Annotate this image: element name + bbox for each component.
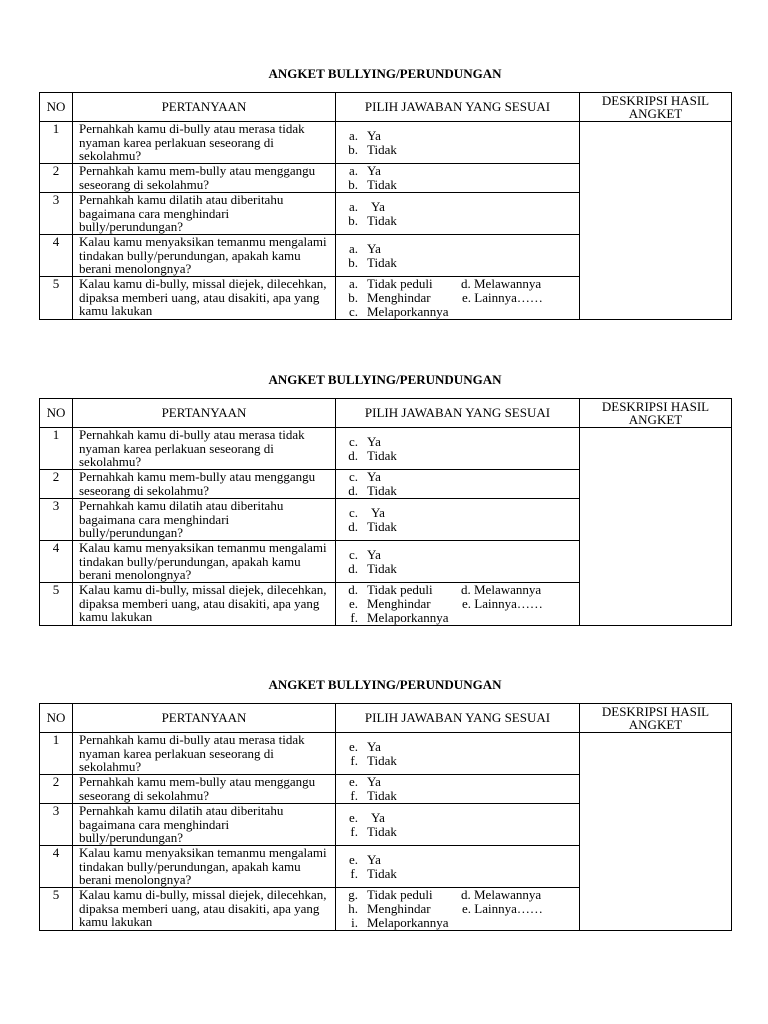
answer-option[interactable] <box>336 242 579 256</box>
option-letter: i. <box>351 915 358 930</box>
option-text: Melaporkannya <box>367 610 449 625</box>
question-number: 2 <box>40 775 73 804</box>
question-text: Pernahkah kamu di-bully atau merasa tidak nyaman karea perlakuan seseorang di sekolahmu? <box>73 733 336 775</box>
option-letter: e. <box>348 596 358 611</box>
option-letter: a. <box>348 163 358 178</box>
survey-table <box>39 703 732 931</box>
option-text: Tidak <box>367 788 397 803</box>
answer-option[interactable] <box>336 611 579 625</box>
answer-option[interactable] <box>336 291 579 305</box>
answer-option[interactable] <box>336 583 579 597</box>
question-number: 1 <box>40 733 73 775</box>
survey-title: ANGKET BULLYING/PERUNDUNGAN <box>268 372 502 387</box>
option-letter: c. <box>348 504 358 520</box>
option-letter: a. <box>348 240 358 256</box>
header-question: PERTANYAAN <box>73 399 336 428</box>
option-letter: b. <box>348 141 358 157</box>
option-text-right: d. Melawannya <box>461 887 542 902</box>
question-number: 5 <box>40 888 73 931</box>
option-text: Melaporkannya <box>367 915 449 930</box>
question-row <box>40 122 732 164</box>
option-letter: c. <box>348 469 358 484</box>
option-letter: b. <box>348 290 358 305</box>
answer-options[interactable] <box>336 277 580 320</box>
question-text: Pernahkah kamu mem-bully atau menggangu seseorang di sekolahmu? <box>73 775 336 804</box>
option-letter: b. <box>348 177 358 192</box>
question-text: Pernahkah kamu di-bully atau merasa tidak nyaman karea perlakuan seseorang di sekolahmu? <box>73 122 336 164</box>
question-number: 1 <box>40 122 73 164</box>
answer-options[interactable] <box>336 193 580 235</box>
option-letter: a. <box>348 198 358 214</box>
option-letter: e. <box>348 851 358 867</box>
question-number: 2 <box>40 164 73 193</box>
survey-title: ANGKET BULLYING/PERUNDUNGAN <box>268 677 502 692</box>
option-letter: h. <box>348 901 358 916</box>
question-row <box>40 733 732 775</box>
question-row <box>40 428 732 470</box>
option-letter: e. <box>348 774 358 789</box>
question-text: Kalau kamu menyaksikan temanmu mengalami tindakan bully/perundungan, apakah kamu berani menolongnya? <box>73 235 336 277</box>
survey-section-2 <box>39 372 731 625</box>
header-answer: PILIH JAWABAN YANG SESUAI <box>336 704 580 733</box>
option-letter: g. <box>348 887 358 902</box>
answer-options[interactable] <box>336 235 580 277</box>
option-text: Ya <box>371 504 385 520</box>
question-number: 3 <box>40 499 73 541</box>
option-text-right: e. Lainnya…… <box>462 596 543 611</box>
option-letter: c. <box>348 546 358 562</box>
option-letter: d. <box>348 518 358 534</box>
option-text: Ya <box>367 738 381 754</box>
survey-section-1 <box>39 66 731 319</box>
question-number: 4 <box>40 846 73 888</box>
question-text: Kalau kamu di-bully, missal diejek, dilecehkan, dipaksa memberi uang, atau disakiti, apa yang kamu lakukan <box>73 583 336 626</box>
answer-option[interactable] <box>336 916 579 930</box>
answer-option[interactable] <box>336 867 579 881</box>
option-text: Ya <box>367 774 381 789</box>
description-cell[interactable] <box>580 733 732 931</box>
option-text: Tidak peduli <box>367 276 433 291</box>
header-row <box>40 399 732 428</box>
answer-option[interactable] <box>336 305 579 319</box>
question-number: 5 <box>40 583 73 626</box>
answer-option[interactable] <box>336 888 579 902</box>
answer-option[interactable] <box>336 484 579 498</box>
question-number: 3 <box>40 804 73 846</box>
option-text: Ya <box>367 546 381 562</box>
option-letter: a. <box>348 276 358 291</box>
option-text: Tidak <box>367 865 397 881</box>
option-letter: b. <box>348 254 358 270</box>
answer-options[interactable] <box>336 164 580 193</box>
option-text: Ya <box>367 469 381 484</box>
option-letter: d. <box>348 582 358 597</box>
option-text: Tidak <box>367 254 397 270</box>
question-number: 4 <box>40 541 73 583</box>
answer-option[interactable] <box>336 129 579 143</box>
option-text: Ya <box>367 433 381 449</box>
option-letter: f. <box>350 865 358 881</box>
option-text: Tidak <box>367 483 397 498</box>
question-number: 5 <box>40 277 73 320</box>
option-letter: d. <box>348 447 358 463</box>
header-no: NO <box>40 93 73 122</box>
answer-option[interactable] <box>336 789 579 803</box>
answer-options[interactable] <box>336 775 580 804</box>
answer-option[interactable] <box>336 506 579 520</box>
option-letter: f. <box>350 752 358 768</box>
answer-options[interactable] <box>336 583 580 626</box>
option-letter: d. <box>348 560 358 576</box>
option-letter: f. <box>350 788 358 803</box>
survey-title: ANGKET BULLYING/PERUNDUNGAN <box>268 66 502 81</box>
option-text: Tidak <box>367 823 397 839</box>
question-text: Kalau kamu menyaksikan temanmu mengalami tindakan bully/perundungan, apakah kamu berani menolongnya? <box>73 846 336 888</box>
option-text: Ya <box>367 240 381 256</box>
option-letter: f. <box>350 823 358 839</box>
option-text: Menghindar <box>367 596 431 611</box>
option-text: Ya <box>367 851 381 867</box>
option-text: Tidak <box>367 141 397 157</box>
header-no: NO <box>40 704 73 733</box>
answer-option[interactable] <box>336 597 579 611</box>
option-text: Tidak <box>367 518 397 534</box>
description-cell[interactable] <box>580 428 732 626</box>
option-text: Tidak peduli <box>367 887 433 902</box>
answer-options[interactable] <box>336 428 580 470</box>
survey-table <box>39 92 732 320</box>
survey-section-3 <box>39 677 731 930</box>
answer-options[interactable] <box>336 541 580 583</box>
answer-option[interactable] <box>336 200 579 214</box>
survey-table <box>39 398 732 626</box>
option-letter: b. <box>348 212 358 228</box>
option-text-right: e. Lainnya…… <box>462 901 543 916</box>
option-text: Ya <box>367 163 381 178</box>
option-letter: c. <box>348 433 358 449</box>
option-text: Ya <box>371 809 385 825</box>
answer-option[interactable] <box>336 178 579 192</box>
answer-option[interactable] <box>336 143 579 157</box>
header-row <box>40 93 732 122</box>
option-text: Melaporkannya <box>367 304 449 319</box>
question-text: Kalau kamu menyaksikan temanmu mengalami tindakan bully/perundungan, apakah kamu berani menolongnya? <box>73 541 336 583</box>
option-text-right: d. Melawannya <box>461 582 542 597</box>
question-number: 4 <box>40 235 73 277</box>
answer-option[interactable] <box>336 520 579 534</box>
question-text: Pernahkah kamu dilatih atau diberitahu bagaimana cara menghindari bully/perundungan? <box>73 804 336 846</box>
header-question: PERTANYAAN <box>73 704 336 733</box>
description-cell[interactable] <box>580 122 732 320</box>
option-letter: c. <box>348 304 358 319</box>
answer-option[interactable] <box>336 435 579 449</box>
answer-option[interactable] <box>336 164 579 178</box>
header-description: DESKRIPSI HASIL ANGKET <box>580 93 732 122</box>
option-letter: a. <box>348 127 358 143</box>
question-text: Pernahkah kamu mem-bully atau menggangu seseorang di sekolahmu? <box>73 470 336 499</box>
question-number: 2 <box>40 470 73 499</box>
answer-option[interactable] <box>336 214 579 228</box>
question-text: Kalau kamu di-bully, missal diejek, dilecehkan, dipaksa memberi uang, atau disakiti, apa yang kamu lakukan <box>73 888 336 931</box>
option-text-right: e. Lainnya…… <box>462 290 543 305</box>
option-text: Tidak <box>367 447 397 463</box>
question-text: Kalau kamu di-bully, missal diejek, dilecehkan, dipaksa memberi uang, atau disakiti, apa yang kamu lakukan <box>73 277 336 320</box>
option-text-right: d. Melawannya <box>461 276 542 291</box>
answer-option[interactable] <box>336 548 579 562</box>
question-text: Pernahkah kamu di-bully atau merasa tidak nyaman karea perlakuan seseorang di sekolahmu? <box>73 428 336 470</box>
answer-options[interactable] <box>336 470 580 499</box>
answer-option[interactable] <box>336 256 579 270</box>
question-text: Pernahkah kamu dilatih atau diberitahu bagaimana cara menghindari bully/perundungan? <box>73 193 336 235</box>
option-letter: d. <box>348 483 358 498</box>
header-question: PERTANYAAN <box>73 93 336 122</box>
option-text: Ya <box>367 127 381 143</box>
header-description: DESKRIPSI HASIL ANGKET <box>580 704 732 733</box>
answer-option[interactable] <box>336 740 579 754</box>
answer-option[interactable] <box>336 775 579 789</box>
answer-option[interactable] <box>336 825 579 839</box>
header-no: NO <box>40 399 73 428</box>
answer-option[interactable] <box>336 754 579 768</box>
answer-option[interactable] <box>336 470 579 484</box>
answer-options[interactable] <box>336 846 580 888</box>
option-letter: f. <box>350 610 358 625</box>
option-text: Tidak <box>367 177 397 192</box>
answer-options[interactable] <box>336 733 580 775</box>
option-text: Ya <box>371 198 385 214</box>
option-text: Menghindar <box>367 290 431 305</box>
header-row <box>40 704 732 733</box>
option-text: Tidak peduli <box>367 582 433 597</box>
answer-option[interactable] <box>336 277 579 291</box>
question-number: 1 <box>40 428 73 470</box>
option-text: Tidak <box>367 560 397 576</box>
answer-option[interactable] <box>336 853 579 867</box>
header-description: DESKRIPSI HASIL ANGKET <box>580 399 732 428</box>
option-text: Tidak <box>367 212 397 228</box>
option-letter: e. <box>348 809 358 825</box>
answer-option[interactable] <box>336 562 579 576</box>
answer-options[interactable] <box>336 888 580 931</box>
answer-option[interactable] <box>336 811 579 825</box>
option-text: Menghindar <box>367 901 431 916</box>
header-answer: PILIH JAWABAN YANG SESUAI <box>336 399 580 428</box>
answer-options[interactable] <box>336 499 580 541</box>
option-letter: e. <box>348 738 358 754</box>
answer-option[interactable] <box>336 449 579 463</box>
option-text: Tidak <box>367 752 397 768</box>
question-text: Pernahkah kamu dilatih atau diberitahu bagaimana cara menghindari bully/perundungan? <box>73 499 336 541</box>
answer-options[interactable] <box>336 122 580 164</box>
question-number: 3 <box>40 193 73 235</box>
answer-options[interactable] <box>336 804 580 846</box>
question-text: Pernahkah kamu mem-bully atau menggangu seseorang di sekolahmu? <box>73 164 336 193</box>
answer-option[interactable] <box>336 902 579 916</box>
header-answer: PILIH JAWABAN YANG SESUAI <box>336 93 580 122</box>
